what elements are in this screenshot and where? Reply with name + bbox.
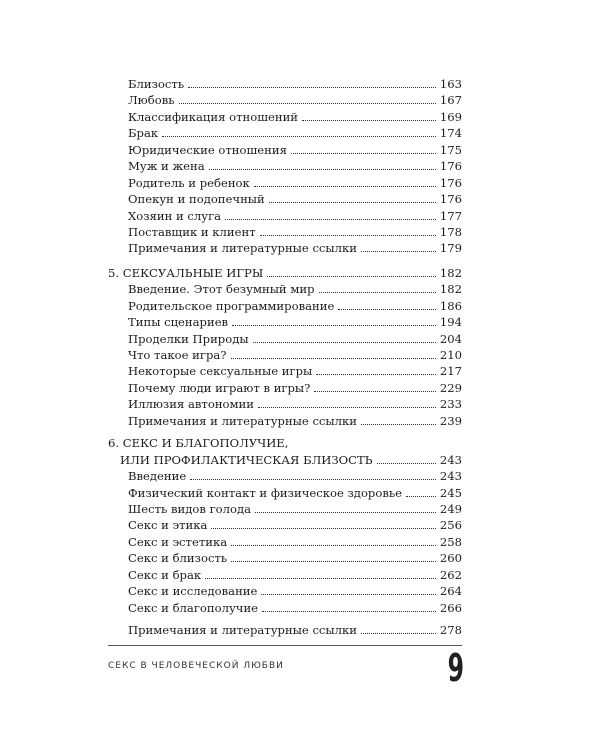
dot-leader xyxy=(338,309,436,310)
toc-entry-title: Близость xyxy=(128,77,185,91)
toc-entry-page: 258 xyxy=(439,534,462,549)
dot-leader xyxy=(261,594,435,595)
toc-entry xyxy=(128,469,462,483)
toc-entry-page: 182 xyxy=(439,265,462,280)
dot-leader xyxy=(260,235,436,236)
toc-entry-title: Примечания и литературные ссылки xyxy=(128,623,357,637)
toc-entry-title: Опекун и подопечный xyxy=(128,192,265,207)
toc-entry xyxy=(128,77,462,91)
toc-entry-title: Введение. Этот безумный мир xyxy=(128,282,315,297)
toc-entry xyxy=(128,282,462,296)
toc-entry-title: Поставщик и клиент xyxy=(128,224,256,239)
dot-leader xyxy=(231,545,436,546)
toc-entry-title: Секс и брак xyxy=(128,567,202,582)
dot-leader xyxy=(255,512,436,513)
toc-entry-title: Некоторые сексуальные игры xyxy=(128,364,313,379)
toc-chapter-title: 5. СЕКСУАЛЬНЫЕ ИГРЫ xyxy=(108,265,264,280)
dot-leader xyxy=(231,358,436,359)
dot-leader xyxy=(162,136,436,137)
toc-entry-page: 210 xyxy=(439,348,462,362)
toc-entry-page: 266 xyxy=(439,600,462,615)
toc-entry xyxy=(128,299,462,313)
toc-entry-page: 243 xyxy=(439,452,462,467)
toc-entry-page: 243 xyxy=(439,469,462,484)
running-title: СЕКС В ЧЕЛОВЕЧЕСКОЙ ЛЮБВИ xyxy=(108,661,284,671)
dot-leader xyxy=(225,219,436,220)
toc-entry-title: Типы сценариев xyxy=(128,315,229,330)
toc-entry xyxy=(128,241,462,255)
dot-leader xyxy=(188,87,436,88)
toc-entry-page: 233 xyxy=(439,397,462,412)
toc-entry-title: Юридические отношения xyxy=(128,142,287,157)
toc-entry-page: 186 xyxy=(439,298,462,313)
dot-leader xyxy=(262,611,436,612)
toc-entry xyxy=(128,110,462,124)
toc-entry-page: 249 xyxy=(439,501,462,516)
toc-entry-title: Брак xyxy=(128,126,159,141)
toc-entry-page: 262 xyxy=(439,567,462,582)
toc-entry-title: Классификация отношений xyxy=(128,109,299,124)
toc-entry xyxy=(128,332,462,346)
toc-entry xyxy=(128,381,462,395)
dot-leader xyxy=(267,276,436,277)
toc-entry-title: Введение xyxy=(128,469,187,484)
toc-entry-title: Секс и близость xyxy=(128,551,228,566)
toc-entry-page: 169 xyxy=(439,109,462,124)
toc-entry-title: Шесть видов голода xyxy=(128,501,252,516)
toc-chapter-title: 6. СЕКС И БЛАГОПОЛУЧИЕ, xyxy=(108,436,289,451)
toc-entry-page: 245 xyxy=(439,485,462,500)
toc-entry-title: Секс и эстетика xyxy=(128,534,228,549)
dot-leader xyxy=(190,479,436,480)
toc-entry xyxy=(128,397,462,411)
toc-entry-title: Любовь xyxy=(128,93,175,108)
dot-leader xyxy=(258,407,436,408)
toc-entry-title: Секс и этика xyxy=(128,518,208,533)
dot-leader xyxy=(361,251,436,252)
toc-entry-page: 178 xyxy=(439,224,462,239)
toc-entry xyxy=(128,364,462,378)
dot-leader xyxy=(361,633,436,634)
dot-leader xyxy=(209,169,436,170)
toc-entry-page: 176 xyxy=(439,192,462,207)
toc-entry-page: 194 xyxy=(439,315,462,330)
toc-entry xyxy=(128,568,462,582)
toc-entry-title: Родительское программирование xyxy=(128,298,335,313)
toc-entry xyxy=(128,225,462,239)
toc-entry xyxy=(128,209,462,223)
toc-entry-title: Муж и жена xyxy=(128,159,205,174)
toc-entry xyxy=(128,93,462,107)
toc-entry-page: 239 xyxy=(439,413,462,428)
dot-leader xyxy=(377,463,436,464)
toc-entry-title: Хозяин и слуга xyxy=(128,208,222,223)
toc-entry xyxy=(128,502,462,516)
toc-entry xyxy=(128,315,462,329)
toc-entry xyxy=(128,348,462,362)
toc-entry-page: 182 xyxy=(439,282,462,297)
toc-entry-page: 260 xyxy=(439,551,462,566)
dot-leader xyxy=(406,496,436,497)
toc-entry xyxy=(128,192,462,206)
toc-entry xyxy=(128,176,462,190)
toc-chapter-heading xyxy=(108,266,462,280)
toc-entry-page: 167 xyxy=(439,93,462,108)
toc-entry-page: 229 xyxy=(439,380,462,395)
toc-entry xyxy=(128,414,462,428)
toc-entry-page: 174 xyxy=(439,126,462,141)
dot-leader xyxy=(205,578,436,579)
toc-chapter-heading xyxy=(120,453,462,467)
toc-chapter-subtitle: ИЛИ ПРОФИЛАКТИЧЕСКАЯ БЛИЗОСТЬ xyxy=(120,452,373,467)
toc-entry xyxy=(128,126,462,140)
toc-entry-title: Секс и благополучие xyxy=(128,600,259,615)
toc-entry xyxy=(128,159,462,173)
dot-leader xyxy=(254,186,436,187)
toc-entry xyxy=(128,623,462,637)
toc-entry-page: 175 xyxy=(439,142,462,157)
toc-entry-title: Примечания и литературные ссылки xyxy=(128,413,357,428)
toc-entry-title: Проделки Природы xyxy=(128,331,249,346)
toc-entry-title: Что такое игра? xyxy=(128,348,227,362)
dot-leader xyxy=(269,202,436,203)
toc-entry-title: Родитель и ребенок xyxy=(128,175,250,190)
toc-entry xyxy=(128,601,462,615)
dot-leader xyxy=(302,120,436,121)
toc-entry-page: 204 xyxy=(439,331,462,346)
toc-entry-page: 278 xyxy=(439,623,462,637)
dot-leader xyxy=(253,342,436,343)
dot-leader xyxy=(231,561,436,562)
dot-leader xyxy=(211,528,435,529)
toc-entry-page: 177 xyxy=(439,208,462,223)
dot-leader xyxy=(316,374,436,375)
toc-entry-title: Физический контакт и физическое здоровье xyxy=(128,485,403,500)
toc-entry-page: 179 xyxy=(439,241,462,256)
toc-entry xyxy=(128,551,462,565)
toc-entry xyxy=(128,584,462,598)
footer-rule xyxy=(108,645,462,646)
dot-leader xyxy=(291,153,436,154)
toc-entry-title: Иллюзия автономии xyxy=(128,397,254,412)
dot-leader xyxy=(179,103,436,104)
dot-leader xyxy=(361,424,436,425)
toc-entry-page: 217 xyxy=(439,364,462,379)
page-number: 9 xyxy=(447,646,464,690)
toc-entry xyxy=(128,535,462,549)
toc-entry-page: 264 xyxy=(439,584,462,599)
toc-entry xyxy=(128,143,462,157)
toc-entry-title: Почему люди играют в игры? xyxy=(128,380,311,395)
dot-leader xyxy=(319,292,436,293)
toc-entry-page: 256 xyxy=(439,518,462,533)
toc-entry-title: Примечания и литературные ссылки xyxy=(128,241,357,256)
toc-entry xyxy=(128,486,462,500)
toc-entry-title: Секс и исследование xyxy=(128,584,258,599)
dot-leader xyxy=(314,391,436,392)
toc-entry-page: 176 xyxy=(439,175,462,190)
dot-leader xyxy=(232,325,436,326)
toc-entry-page: 163 xyxy=(439,77,462,91)
toc-entry-page: 176 xyxy=(439,159,462,174)
toc-entry xyxy=(128,518,462,532)
